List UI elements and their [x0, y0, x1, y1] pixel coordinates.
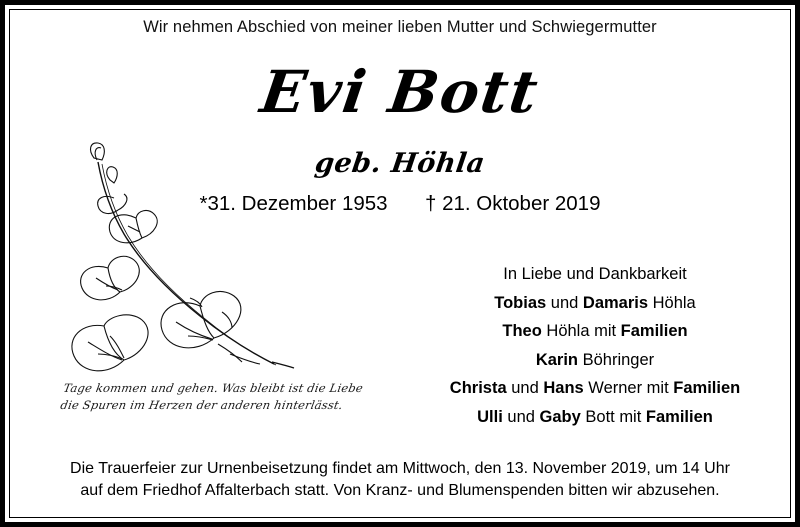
funeral-details: [10, 458, 790, 502]
birth-date: *31. Dezember 1953: [199, 192, 388, 215]
dedication-text: In Liebe und Dankbarkeit: [503, 265, 687, 283]
mourner-connector: Höhla mit: [541, 322, 621, 340]
funeral-line-2: auf dem Friedhof Affalterbach statt. Von Kranz- und Blumenspenden bitten wir abzusehen.: [80, 482, 720, 499]
mourner-connector: und: [502, 407, 540, 426]
mourner-family: Familien: [645, 407, 713, 426]
mourner-surname: Böhringer: [578, 350, 655, 369]
memorial-quote: [59, 380, 365, 414]
mourner-row-3: [400, 346, 790, 375]
funeral-line-1: Die Trauerfeier zur Urnenbeisetzung findet am Mittwoch, den 13. November 2019, um 14 Uhr: [70, 460, 730, 477]
maiden-name: geb. Höhla: [312, 148, 487, 179]
mourner-name: Ulli: [477, 407, 503, 426]
death-date: † 21. Oktober 2019: [424, 192, 601, 215]
mourner-surname: Höhla: [648, 293, 696, 312]
mourner-row-5: [400, 403, 790, 432]
mourner-row-4: [400, 374, 790, 403]
mourner-row-1: [400, 289, 790, 318]
mourner-name: Familien: [620, 322, 688, 340]
mourner-name: Damaris: [582, 293, 649, 312]
notice-content: [10, 10, 790, 517]
deceased-name: Evi Bott: [256, 58, 544, 126]
mourner-surname: Werner mit: [583, 379, 674, 397]
mourner-surname: Bott mit: [580, 407, 646, 426]
mourner-name: Christa: [449, 379, 507, 397]
mourner-name: Tobias: [494, 293, 547, 312]
quote-line-2: die Spuren im Herzen der anderen hinterlässt.: [59, 398, 344, 412]
mourner-name: Hans: [543, 379, 584, 397]
mourner-family: Familien: [673, 379, 741, 397]
mourner-name: Theo: [502, 322, 542, 340]
mourners-list: [400, 260, 790, 431]
mourner-name: Gaby: [539, 407, 581, 426]
mourner-row-2: [400, 317, 790, 346]
intro-text: Wir nehmen Abschied von meiner lieben Mutter und Schwiegermutter: [143, 18, 657, 36]
quote-line-1: Tage kommen und gehen. Was bleibt ist die Liebe: [62, 381, 365, 395]
mourner-name: Karin: [535, 350, 579, 369]
mourner-connector: und: [546, 293, 583, 312]
orchid-branch-icon: [50, 140, 310, 390]
mourner-connector: und: [506, 379, 544, 397]
